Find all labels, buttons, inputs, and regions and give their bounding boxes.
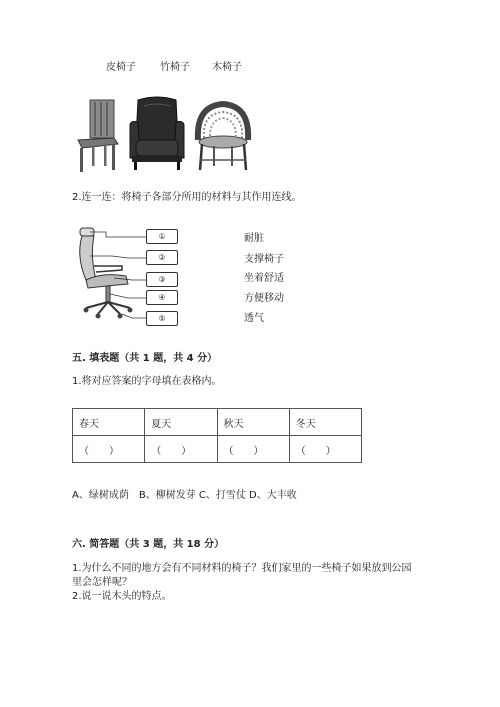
section5-heading: 五. 填表题（共 1 题，共 4 分） — [72, 353, 218, 364]
bamboo-chair-image — [192, 96, 254, 174]
part-number-4: ④ — [146, 290, 178, 305]
answer-blank-spring[interactable]: （ ） — [73, 436, 145, 463]
season-summer: 夏天 — [145, 409, 217, 436]
season-header-row — [73, 409, 362, 436]
part-number-2: ② — [146, 250, 178, 265]
answer-blank-summer[interactable]: （ ） — [145, 436, 217, 463]
season-winter: 冬天 — [289, 409, 361, 436]
season-spring: 春天 — [73, 409, 145, 436]
chair-label-wood: 木椅子 — [212, 62, 242, 73]
wooden-chair-image — [72, 96, 124, 174]
season-table — [72, 408, 362, 463]
part-number-1: ① — [146, 229, 178, 244]
option-support-chair: 支撑椅子 — [244, 254, 284, 265]
chair-label-bamboo: 竹椅子 — [160, 62, 190, 73]
section6-heading: 六. 简答题（共 3 题，共 18 分） — [72, 539, 225, 550]
answer-blank-winter[interactable]: （ ） — [289, 436, 361, 463]
section5-instruction: 1.将对应答案的字母填在表格内。 — [72, 376, 222, 387]
option-easy-move: 方便移动 — [244, 293, 284, 304]
answer-row — [73, 436, 362, 463]
option-comfortable: 坐着舒适 — [244, 273, 284, 284]
part-number-3: ③ — [146, 272, 178, 287]
section6-q2: 2.说一说木头的特点。 — [72, 591, 172, 602]
section5-choices: A、绿树成荫 B、柳树发芽 C、打雪仗 D、大丰收 — [72, 490, 297, 501]
section6-q1-line2: 里会怎样呢？ — [72, 577, 132, 588]
section6-q1-line1: 1.为什么不同的地方会有不同材料的椅子？我们家里的一些椅子如果放到公园 — [72, 563, 412, 574]
answer-blank-autumn[interactable]: （ ） — [217, 436, 289, 463]
option-breathable: 透气 — [244, 313, 264, 324]
q2-prompt: 2.连一连：将椅子各部分所用的材料与其作用连线。 — [72, 192, 302, 203]
season-autumn: 秋天 — [217, 409, 289, 436]
option-dirt-resistant: 耐脏 — [244, 233, 264, 244]
chair-label-leather: 皮椅子 — [106, 62, 136, 73]
leather-chair-image — [128, 96, 186, 174]
part-number-5: ⑤ — [146, 311, 178, 326]
